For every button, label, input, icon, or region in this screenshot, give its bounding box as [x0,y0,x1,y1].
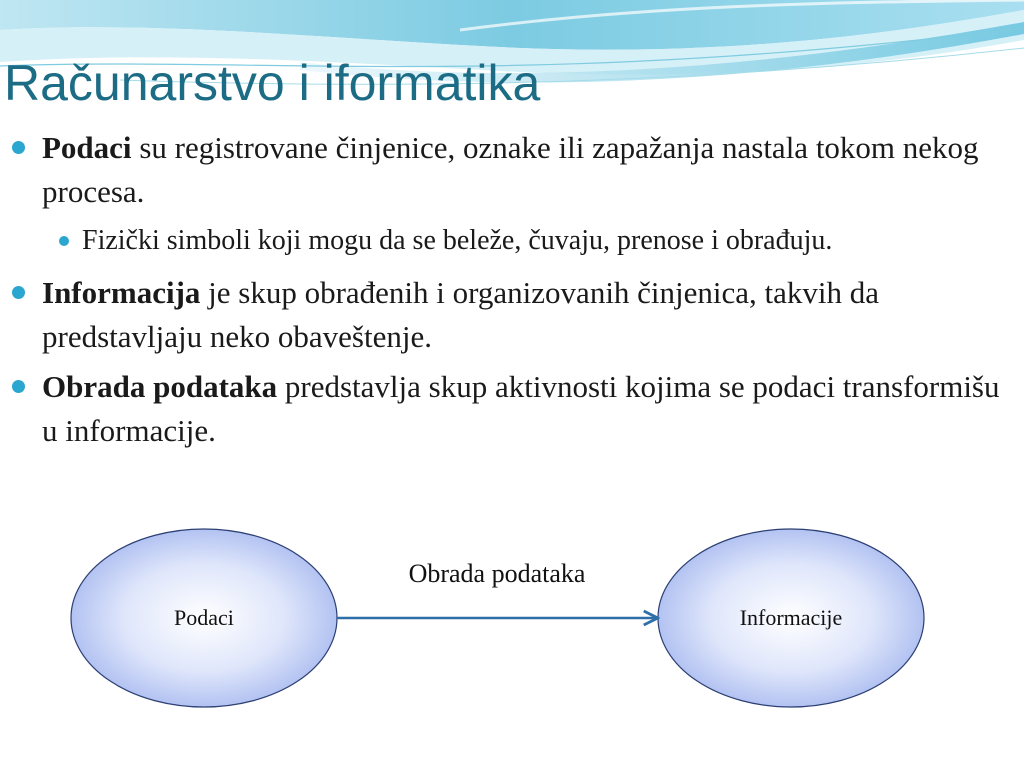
arrow-label: Obrada podataka [408,559,586,588]
term-podaci: Podaci [42,130,132,165]
term-obrada-podataka: Obrada podataka [42,369,278,404]
definition-podaci: su registrovane činjenice, oznake ili zapažanja nastala tokom nekog procesa. [42,130,979,209]
definition-obrada-podataka: predstavlja skup aktivnosti kojima se podaci transformišu u informacije. [42,369,1000,448]
definition-informacija: je skup obrađenih i organizovanih činjenica, takvih da predstavljaju neko obaveštenje. [42,275,880,354]
slide-title: Računarstvo i iformatika [4,55,541,111]
node-informacije-label: Informacije [739,605,843,630]
node-podaci-label: Podaci [174,605,234,630]
subbullet-text: Fizički simboli koji mogu da se beleže, čuvaju, prenose i obrađuju. [82,225,833,256]
term-informacija: Informacija [42,275,201,310]
